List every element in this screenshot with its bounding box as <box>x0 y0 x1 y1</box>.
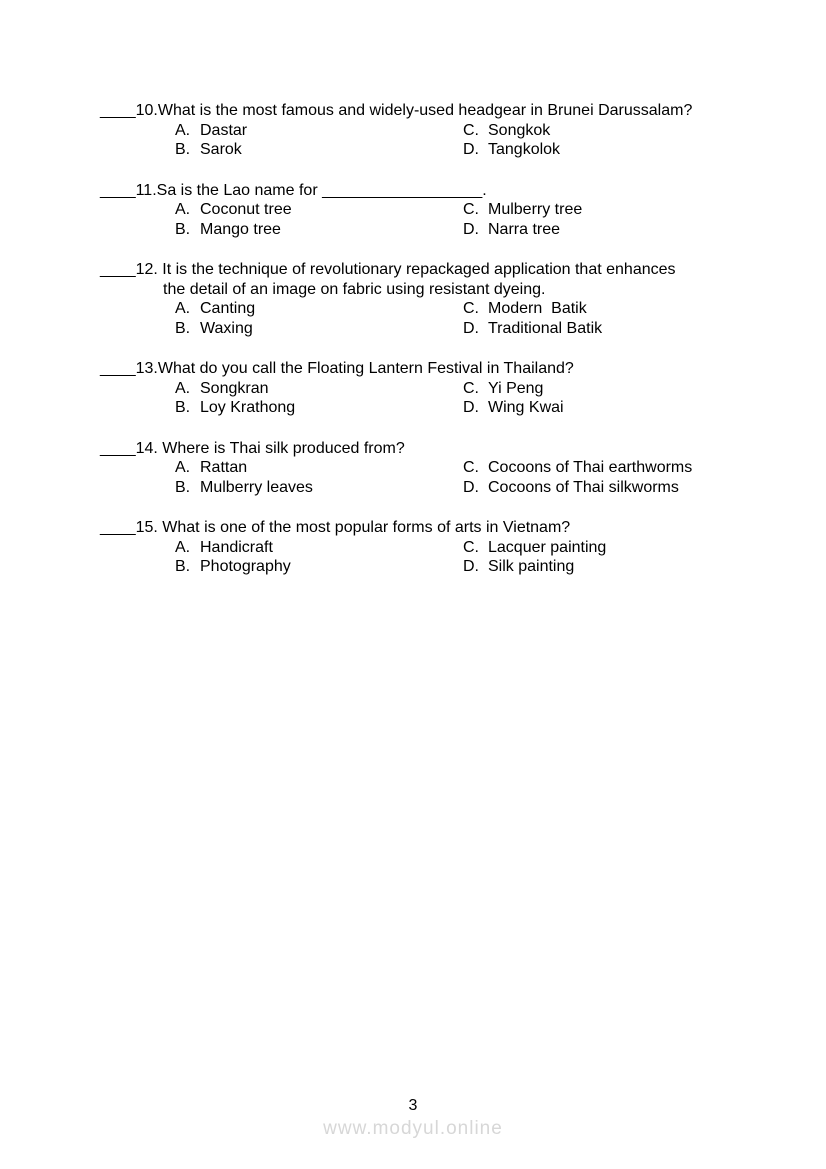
question-block <box>100 101 750 160</box>
option-letter: C. <box>463 379 479 397</box>
option-left <box>100 478 463 498</box>
option-right <box>463 538 750 558</box>
option-letter: C. <box>463 300 479 317</box>
option-text: Photography <box>200 558 291 575</box>
question-text: What do you call the Floating Lantern Festival in Thailand? <box>157 360 574 377</box>
option-letter: B. <box>175 220 191 238</box>
option-row <box>100 220 750 240</box>
option-letter: C. <box>463 201 479 218</box>
question-number: 14. <box>135 439 163 457</box>
option-letter: A. <box>175 459 191 476</box>
option-left <box>100 379 463 399</box>
option-text: Silk painting <box>488 558 575 575</box>
option-right <box>463 140 750 160</box>
option-right <box>463 121 750 141</box>
option-letter: A. <box>175 121 191 139</box>
option-letter: D. <box>463 399 479 416</box>
option-row <box>100 299 750 319</box>
question-line <box>100 359 750 379</box>
option-text: Mango tree <box>200 220 281 238</box>
question-text: Sa is the Lao name for __________________. <box>156 181 487 199</box>
option-right <box>463 398 750 418</box>
answer-blank: ____ <box>100 439 136 457</box>
option-letter: A. <box>175 538 191 556</box>
options <box>100 299 750 338</box>
option-text: Yi Peng <box>488 379 544 397</box>
question-block <box>100 439 750 498</box>
answer-blank: ____ <box>100 519 136 536</box>
question-line <box>100 260 750 280</box>
option-right <box>463 319 750 339</box>
question-block <box>100 181 750 240</box>
option-text: Handicraft <box>200 538 273 556</box>
option-text: Wing Kwai <box>488 399 564 416</box>
option-right <box>463 557 750 577</box>
page-number: 3 <box>408 1097 418 1114</box>
option-text: Canting <box>200 300 256 317</box>
option-left <box>100 458 463 478</box>
option-text: Rattan <box>200 459 248 476</box>
questions-list <box>100 101 750 598</box>
question-block <box>100 359 750 418</box>
option-letter: C. <box>463 121 479 139</box>
answer-blank: ____ <box>100 261 136 278</box>
question-line <box>100 518 750 538</box>
option-text: Waxing <box>200 319 253 337</box>
option-row <box>100 121 750 141</box>
option-left <box>100 557 463 577</box>
option-letter: C. <box>463 538 479 556</box>
option-letter: D. <box>463 319 479 337</box>
option-letter: A. <box>175 201 191 218</box>
option-text: Songkran <box>200 379 269 397</box>
options <box>100 538 750 577</box>
answer-blank: ____ <box>100 360 136 377</box>
option-letter: D. <box>463 478 479 496</box>
options <box>100 200 750 239</box>
question-block <box>100 518 750 577</box>
option-left <box>100 299 463 319</box>
question-number: 10. <box>135 102 158 119</box>
question-text: It is the technique of revolutionary repackaged application that enhances <box>162 261 676 278</box>
watermark: www.modyul.online <box>323 1118 503 1139</box>
option-row <box>100 379 750 399</box>
question-block <box>100 260 750 338</box>
options <box>100 458 750 497</box>
option-row <box>100 140 750 160</box>
option-left <box>100 398 463 418</box>
option-row <box>100 538 750 558</box>
option-right <box>463 200 750 220</box>
answer-blank: ____ <box>100 102 136 119</box>
option-row <box>100 557 750 577</box>
option-text: Modern Batik <box>488 300 587 317</box>
option-right <box>463 299 750 319</box>
question-number: 11. <box>135 181 157 199</box>
options <box>100 121 750 160</box>
option-text: Cocoons of Thai earthworms <box>488 459 693 476</box>
answer-blank: ____ <box>100 181 136 199</box>
question-line <box>100 181 750 201</box>
option-left <box>100 319 463 339</box>
option-left <box>100 200 463 220</box>
option-right <box>463 220 750 240</box>
option-row <box>100 458 750 478</box>
option-right <box>463 458 750 478</box>
option-left <box>100 220 463 240</box>
option-text: Coconut tree <box>200 201 292 218</box>
question-text-line2: the detail of an image on fabric using resistant dyeing. <box>163 280 546 298</box>
question-text: What is one of the most popular forms of arts in Vietnam? <box>162 519 571 536</box>
option-right <box>463 478 750 498</box>
option-letter: B. <box>175 558 191 575</box>
question-text: What is the most famous and widely-used headgear in Brunei Darussalam? <box>157 102 693 119</box>
option-text: Traditional Batik <box>488 319 603 337</box>
question-text: Where is Thai silk produced from? <box>162 439 405 457</box>
option-text: Sarok <box>200 141 242 158</box>
option-row <box>100 200 750 220</box>
option-left <box>100 538 463 558</box>
question-number: 15. <box>135 519 163 536</box>
question-number: 12. <box>135 261 163 278</box>
option-right <box>463 379 750 399</box>
option-letter: B. <box>175 399 191 416</box>
option-letter: C. <box>463 459 479 476</box>
option-row <box>100 478 750 498</box>
option-letter: A. <box>175 300 191 317</box>
option-letter: D. <box>463 558 479 575</box>
option-letter: A. <box>175 379 191 397</box>
question-line <box>100 101 750 121</box>
option-text: Mulberry leaves <box>200 478 313 496</box>
options <box>100 379 750 418</box>
option-row <box>100 398 750 418</box>
option-text: Dastar <box>200 121 248 139</box>
option-letter: D. <box>463 220 479 238</box>
option-letter: B. <box>175 478 191 496</box>
question-line <box>100 439 750 459</box>
option-row <box>100 319 750 339</box>
option-text: Tangkolok <box>488 141 561 158</box>
option-text: Loy Krathong <box>200 399 296 416</box>
option-left <box>100 121 463 141</box>
option-text: Cocoons of Thai silkworms <box>488 478 679 496</box>
option-letter: B. <box>175 319 191 337</box>
option-letter: B. <box>175 141 191 158</box>
option-left <box>100 140 463 160</box>
question-number: 13. <box>135 360 158 377</box>
option-text: Mulberry tree <box>488 201 583 218</box>
option-text: Lacquer painting <box>488 538 607 556</box>
option-text: Songkok <box>488 121 551 139</box>
option-text: Narra tree <box>488 220 561 238</box>
option-letter: D. <box>463 141 479 158</box>
